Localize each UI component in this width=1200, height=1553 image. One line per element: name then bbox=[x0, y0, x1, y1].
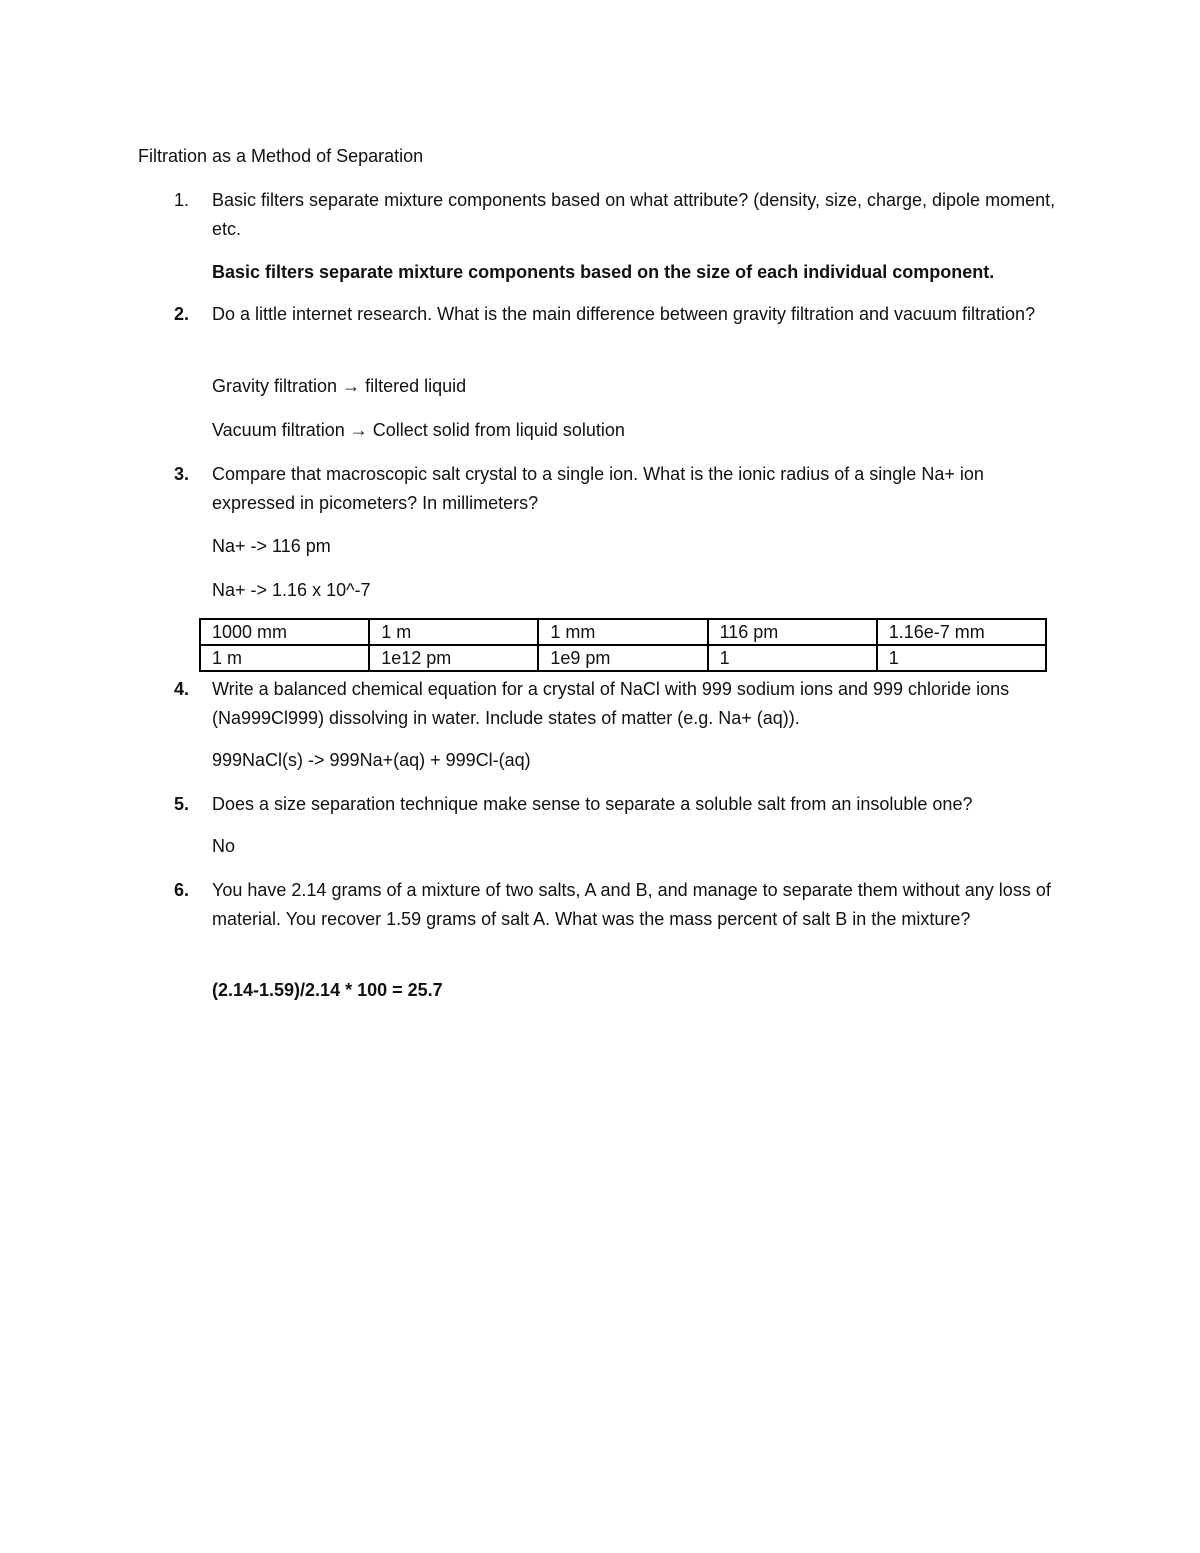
question-4-text: Write a balanced chemical equation for a crystal of NaCl with 999 sodium ions and 999 chloride ions (Na999Cl999) dissolving in water. Include states of matter (e.g. Na+ (aq)). bbox=[212, 679, 1010, 728]
answer-6-text: (2.14-1.59)/2.14 * 100 = 25.7 bbox=[212, 980, 443, 1000]
question-6-text: You have 2.14 grams of a mixture of two salts, A and B, and manage to separate them without any loss of material. You recover 1.59 grams of salt A. What was the mass percent of salt B in the mixture? bbox=[212, 880, 1051, 929]
gravity-filtration-result: filtered liquid bbox=[365, 376, 467, 396]
table-cell: 1e12 pm bbox=[369, 645, 538, 671]
question-number-5: 5. bbox=[174, 794, 190, 814]
gravity-filtration-label: Gravity filtration bbox=[212, 376, 338, 396]
question-number-1: 1. bbox=[174, 190, 190, 210]
question-number-4: 4. bbox=[174, 679, 190, 699]
table-cell: 1 m bbox=[369, 619, 538, 645]
table-cell: 1000 mm bbox=[200, 619, 369, 645]
answer-3-line-2: Na+ -> 1.16 x 10^-7 bbox=[212, 580, 371, 600]
table-cell: 1 bbox=[708, 645, 877, 671]
unit-conversion-table bbox=[199, 618, 1047, 672]
table-row bbox=[200, 619, 1046, 645]
answer-2-line-gravity bbox=[212, 374, 466, 398]
question-1-text: Basic filters separate mixture components based on what attribute? (density, size, charge, dipole moment, etc. bbox=[212, 190, 1056, 239]
answer-1-text: Basic filters separate mixture components based on the size of each individual component. bbox=[212, 262, 995, 282]
table-cell: 1 m bbox=[200, 645, 369, 671]
vacuum-filtration-result: Collect solid from liquid solution bbox=[372, 420, 625, 440]
table-cell: 116 pm bbox=[708, 619, 877, 645]
right-arrow-icon: → bbox=[342, 376, 361, 396]
answer-4-text: 999NaCl(s) -> 999Na+(aq) + 999Cl-(aq) bbox=[212, 750, 531, 770]
vacuum-filtration-label: Vacuum filtration bbox=[212, 420, 345, 440]
question-number-6: 6. bbox=[174, 880, 190, 900]
table-cell: 1 mm bbox=[538, 619, 707, 645]
question-number-3: 3. bbox=[174, 464, 190, 484]
table-cell: 1e9 pm bbox=[538, 645, 707, 671]
question-5-text: Does a size separation technique make sense to separate a soluble salt from an insoluble one? bbox=[212, 794, 973, 814]
answer-2-line-vacuum bbox=[212, 418, 625, 442]
question-2-text: Do a little internet research. What is the main difference between gravity filtration and vacuum filtration? bbox=[212, 304, 1036, 324]
right-arrow-icon: → bbox=[349, 420, 368, 440]
table-row bbox=[200, 645, 1046, 671]
question-3-text: Compare that macroscopic salt crystal to a single ion. What is the ionic radius of a single Na+ ion expressed in picometers? In millimeters? bbox=[212, 464, 984, 513]
document-title: Filtration as a Method of Separation bbox=[138, 146, 424, 166]
table-cell: 1.16e-7 mm bbox=[877, 619, 1046, 645]
answer-5-text: No bbox=[212, 836, 236, 856]
answer-3-line-1: Na+ -> 116 pm bbox=[212, 536, 331, 556]
table-cell: 1 bbox=[877, 645, 1046, 671]
question-number-2: 2. bbox=[174, 304, 190, 324]
